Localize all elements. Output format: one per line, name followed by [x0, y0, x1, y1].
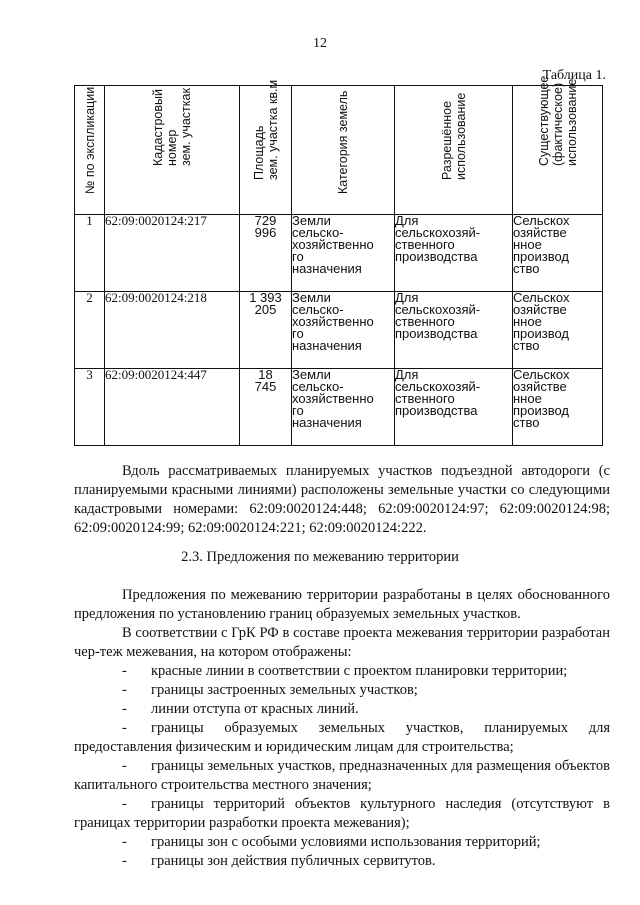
- row-number: 3: [75, 369, 105, 446]
- row-number: 2: [75, 292, 105, 369]
- area-value: 729 996: [240, 215, 292, 292]
- permitted-use: Для сельскохозяй- ственного производства: [395, 369, 513, 446]
- page-number: 12: [313, 36, 327, 51]
- table-row: [75, 215, 603, 292]
- header-text: Разрешённое использование: [439, 92, 468, 180]
- paragraph-adjacent-parcels: Вдоль рассматриваемых планируемых участков подъездной автодороги (с планируемыми красными линиями) расположены земельные участки со следующими кадастровыми номерами: 62:09:0020124:448; 62:09:0020124:97; 62:09:0020124:98; 62:09:0020124:99; 62:09:0020124:221; 62:09:0020124:222.: [74, 463, 610, 536]
- paragraph-proposals: Предложения по межеванию территории разработаны в целях обоснованного предложения по установлению границ образуемых земельных участков.: [74, 587, 610, 622]
- header-text: Категория земель: [336, 90, 350, 194]
- actual-use: Сельскох озяйстве нное производ ство: [513, 369, 603, 446]
- land-category: Земли сельско- хозяйственно го назначения: [292, 292, 395, 369]
- list-item: - линии отступа от красных линий.: [122, 701, 359, 717]
- body-text: [74, 586, 610, 871]
- list-item: - границы образуемых земельных участков, планируемых для предоставления физическим и юридическим лицам для строительства;: [74, 720, 610, 755]
- land-category: Земли сельско- хозяйственно го назначения: [292, 215, 395, 292]
- header-text: Существующее (фактическое) использование: [536, 75, 579, 166]
- table-caption: Таблица 1.: [542, 68, 606, 83]
- header-cell-category: [292, 86, 395, 215]
- header-cell-permitted-use: [395, 86, 513, 215]
- table-row: [75, 292, 603, 369]
- bullet-list: [74, 662, 610, 871]
- cadastral-number: 62:09:0020124:217: [105, 215, 240, 292]
- list-item: - границы земельных участков, предназначенных для размещения объектов капитального строительства местного значения;: [74, 758, 610, 793]
- area-value: 18 745: [240, 369, 292, 446]
- list-item: - границы зон действия публичных сервитутов.: [122, 853, 436, 869]
- row-number: 1: [75, 215, 105, 292]
- actual-use: Сельскох озяйстве нное производ ство: [513, 292, 603, 369]
- land-category: Земли сельско- хозяйственно го назначения: [292, 369, 395, 446]
- table-header-row: [75, 86, 603, 215]
- list-item: - границы зон с особыми условиями использования территорий;: [122, 834, 541, 850]
- paragraph-drawing: В соответствии с ГрК РФ в составе проекта межевания территории разработан чер-теж межевания, на котором отображены:: [74, 625, 610, 660]
- permitted-use: Для сельскохозяй- ственного производства: [395, 292, 513, 369]
- table-row: [75, 369, 603, 446]
- area-value: 1 393 205: [240, 292, 292, 369]
- permitted-use: Для сельскохозяй- ственного производства: [395, 215, 513, 292]
- header-text: Кадастровый номер зем. участкак: [151, 88, 193, 166]
- section-heading: 2.3. Предложения по межеванию территории: [181, 549, 459, 565]
- list-item: - красные линии в соответствии с проектом планировки территории;: [122, 663, 568, 679]
- cadastral-number: 62:09:0020124:218: [105, 292, 240, 369]
- list-item: - границы застроенных земельных участков;: [122, 682, 418, 698]
- list-item: - границы территорий объектов культурного наследия (отсутствуют в границах территории разработки проекта межевания);: [74, 796, 610, 831]
- header-cell-cadastral: [105, 86, 240, 215]
- header-cell-area: [240, 79, 292, 215]
- actual-use: Сельскох озяйстве нное производ ство: [513, 215, 603, 292]
- header-text: Площадь зем. участка кв.м: [251, 79, 280, 180]
- header-text: № по экспликации: [82, 86, 97, 194]
- header-cell-number: [75, 86, 105, 215]
- cadastral-number: 62:09:0020124:447: [105, 369, 240, 446]
